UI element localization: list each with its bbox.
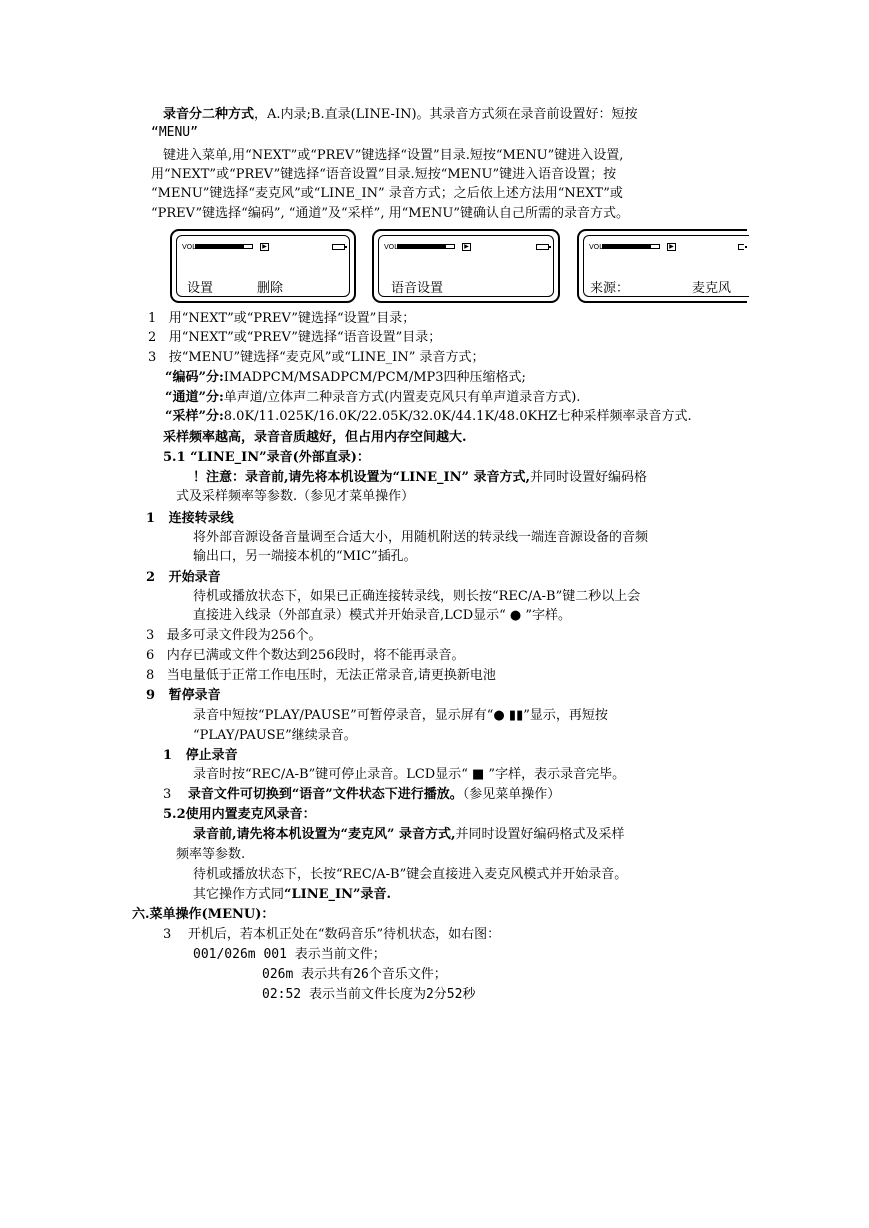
play-icon: ▶	[260, 243, 269, 251]
lcd-screen-source	[577, 229, 747, 303]
item-9-desc-1: 录音中短按“PLAY/PAUSE”可暂停录音，显示屏有“● ▮▮”显示，再短按	[193, 708, 608, 723]
intro-line-2: “MENU”	[151, 125, 198, 140]
section-5-2-desc-3: 待机或播放状态下，长按“REC/A-B”键会直接进入麦克风模式并开始录音。	[193, 867, 628, 882]
intro-line-4: 用“NEXT”或“PREV”键选择“语音设置”目录.短按“MENU”键进入语音设置；按	[151, 167, 617, 182]
section-5-2-desc-2: 频率等参数.	[176, 847, 246, 862]
item-1-title	[146, 510, 234, 528]
menu-row-1: 001/026m 001 表示当前文件；	[193, 947, 386, 962]
volume-bar	[195, 244, 253, 249]
item-text: 最多可录文件段为256个。	[166, 628, 322, 643]
desc-rest: 其它操作方式同	[193, 887, 285, 902]
desc-bold: “LINE_IN”录音.	[284, 887, 391, 902]
menu-row-2: 026m 表示共有26个音乐文件；	[262, 967, 447, 982]
param-encoding	[165, 369, 526, 387]
section-6-title: 六.菜单操作(MENU)：	[132, 907, 275, 922]
lcd-vol-label: VOL	[384, 243, 399, 251]
step-1	[148, 310, 415, 328]
desc-rest: 并同时设置好编码格式及采样	[455, 827, 625, 842]
lcd-vol-label: VOL	[182, 243, 197, 251]
play-icon: ▶	[667, 243, 676, 251]
desc-bold: 录音前,请先将本机设置为“麦克风” 录音方式,	[193, 827, 456, 842]
step-number: 2	[148, 330, 157, 345]
step-number: 1	[148, 311, 157, 326]
stop-recording-desc: 录音时按“REC/A-B”键可停止录音。LCD显示“ ■ ”字样，表示录音完毕。	[193, 767, 626, 782]
intro-rest: ，A.内录;B.直录(LINE-IN)。其录音方式须在录音前设置好：短按	[254, 107, 638, 122]
item-6	[146, 647, 465, 665]
lcd-screen-voice-settings	[372, 229, 560, 303]
section-5-1-note	[193, 469, 647, 487]
item-number: 9	[146, 688, 156, 703]
section-6-item	[163, 926, 500, 944]
param-value: IMADPCM/MSADPCM/PCM/MP3四种压缩格式;	[223, 370, 526, 385]
stop-recording-title	[163, 747, 238, 765]
item-9-title	[146, 687, 221, 705]
lcd-screen-settings	[170, 229, 356, 303]
lcd-right-text: 麦克风	[692, 281, 732, 296]
lcd-vol-label: VOL	[589, 243, 604, 251]
item-title: 暂停录音	[168, 688, 221, 703]
item-number: 8	[146, 668, 155, 683]
item-text: 当电量低于正常工作电压时，无法正常录音,请更换新电池	[166, 668, 496, 683]
quality-note: 采样频率越高，录音音质越好，但占用内存空间越大.	[163, 430, 467, 445]
step-2	[148, 329, 441, 347]
play-icon: ▶	[462, 243, 471, 251]
battery-icon	[536, 244, 549, 250]
intro-line-6: “PREV”键选择“编码”, “通道”及“采样”, 用“MENU”键确认自己所需的录音方式。	[151, 206, 630, 221]
item-2-title	[146, 569, 221, 587]
item-number: 3	[146, 628, 155, 643]
param-value: 单声道/立体声二种录音方式(内置麦克风只有单声道录音方式).	[223, 390, 581, 405]
section-5-1-note-2: 式及采样频率等参数.（参见才菜单操作）	[176, 489, 415, 504]
step-text: 用“NEXT”或“PREV”键选择“语音设置”目录；	[168, 330, 442, 345]
param-key: “编码”分:	[165, 370, 224, 385]
item-title: 停止录音	[185, 748, 238, 763]
param-value: 8.0K/11.025K/16.0K/22.05K/32.0K/44.1K/48.0KHZ七种采样频率录音方式.	[223, 409, 692, 424]
item-number: 1	[146, 511, 156, 526]
param-key: “采样”分:	[165, 409, 224, 424]
step-number: 3	[148, 350, 157, 365]
section-5-2-desc-4	[193, 886, 391, 904]
step-text: 用“NEXT”或“PREV”键选择“设置”目录；	[168, 311, 416, 326]
intro-line-5: “MENU”键选择“麦克风”或“LINE_IN” 录音方式；之后依上述方法用“NEXT”或	[151, 186, 623, 201]
item-2-desc-2: 直接进入线录（外部直录）模式并开始录音,LCD显示“ ● ”字样。	[193, 608, 572, 623]
battery-icon	[738, 244, 744, 250]
step-text: 按“MENU”键选择“麦克风”或“LINE_IN” 录音方式；	[168, 350, 485, 365]
playback-rest: （参见菜单操作）	[462, 787, 561, 802]
item-number: 3	[163, 787, 172, 802]
volume-bar	[602, 244, 660, 249]
item-title: 开始录音	[168, 570, 221, 585]
item-text: 内存已满或文件个数达到256段时，将不能再录音。	[166, 648, 465, 663]
volume-bar	[397, 244, 455, 249]
param-channel	[165, 389, 580, 407]
menu-row-3: 02:52 表示当前文件长度为2分52秒	[262, 987, 476, 1002]
section-5-2-title: 5.2使用内置麦克风录音：	[163, 807, 316, 822]
item-9-desc-2: “PLAY/PAUSE”继续录音。	[193, 728, 357, 743]
item-title: 连接转录线	[168, 511, 234, 526]
section-5-1-title: 5.1 “LINE_IN”录音(外部直录)：	[163, 450, 370, 465]
step-3	[148, 349, 484, 367]
battery-icon	[332, 244, 345, 250]
item-number: 6	[146, 648, 155, 663]
intro-bold: 录音分二种方式	[163, 107, 255, 122]
item-number: 2	[146, 570, 156, 585]
item-3	[146, 627, 322, 645]
intro-line-3: 键进入菜单,用“NEXT”或“PREV”键选择“设置”目录.短按“MENU”键进入设置,	[163, 148, 624, 163]
param-sampling	[165, 408, 692, 426]
item-8	[146, 667, 496, 685]
item-text: 开机后，若本机正处在“数码音乐”待机状态，如右图：	[187, 927, 501, 942]
lcd-right-text: 删除	[257, 281, 284, 296]
item-1-desc-2: 输出口，另一端接本机的“MIC”插孔。	[193, 549, 417, 564]
note-bold: ！注意：录音前,请先将本机设置为“LINE_IN” 录音方式,	[193, 470, 531, 485]
param-key: “通道”分:	[165, 390, 224, 405]
section-5-2-desc-1	[193, 826, 625, 844]
item-2-desc-1: 待机或播放状态下，如果已正确连接转录线，则长按“REC/A-B”键二秒以上会	[193, 589, 641, 604]
intro-line-1	[163, 106, 638, 124]
lcd-left-text: 语音设置	[391, 281, 444, 296]
item-number: 3	[163, 927, 172, 942]
note-rest: 并同时设置好编码格	[530, 470, 648, 485]
item-number: 1	[163, 748, 173, 763]
playback-bold: 录音文件可切换到“语音”文件状态下进行播放。	[187, 787, 463, 802]
lcd-left-text: 来源：	[590, 281, 630, 296]
playback-note	[163, 786, 560, 804]
lcd-left-text: 设置	[187, 281, 214, 296]
item-1-desc-1: 将外部音源设备音量调至合适大小，用随机附送的转录线一端连音源设备的音频	[193, 530, 649, 545]
